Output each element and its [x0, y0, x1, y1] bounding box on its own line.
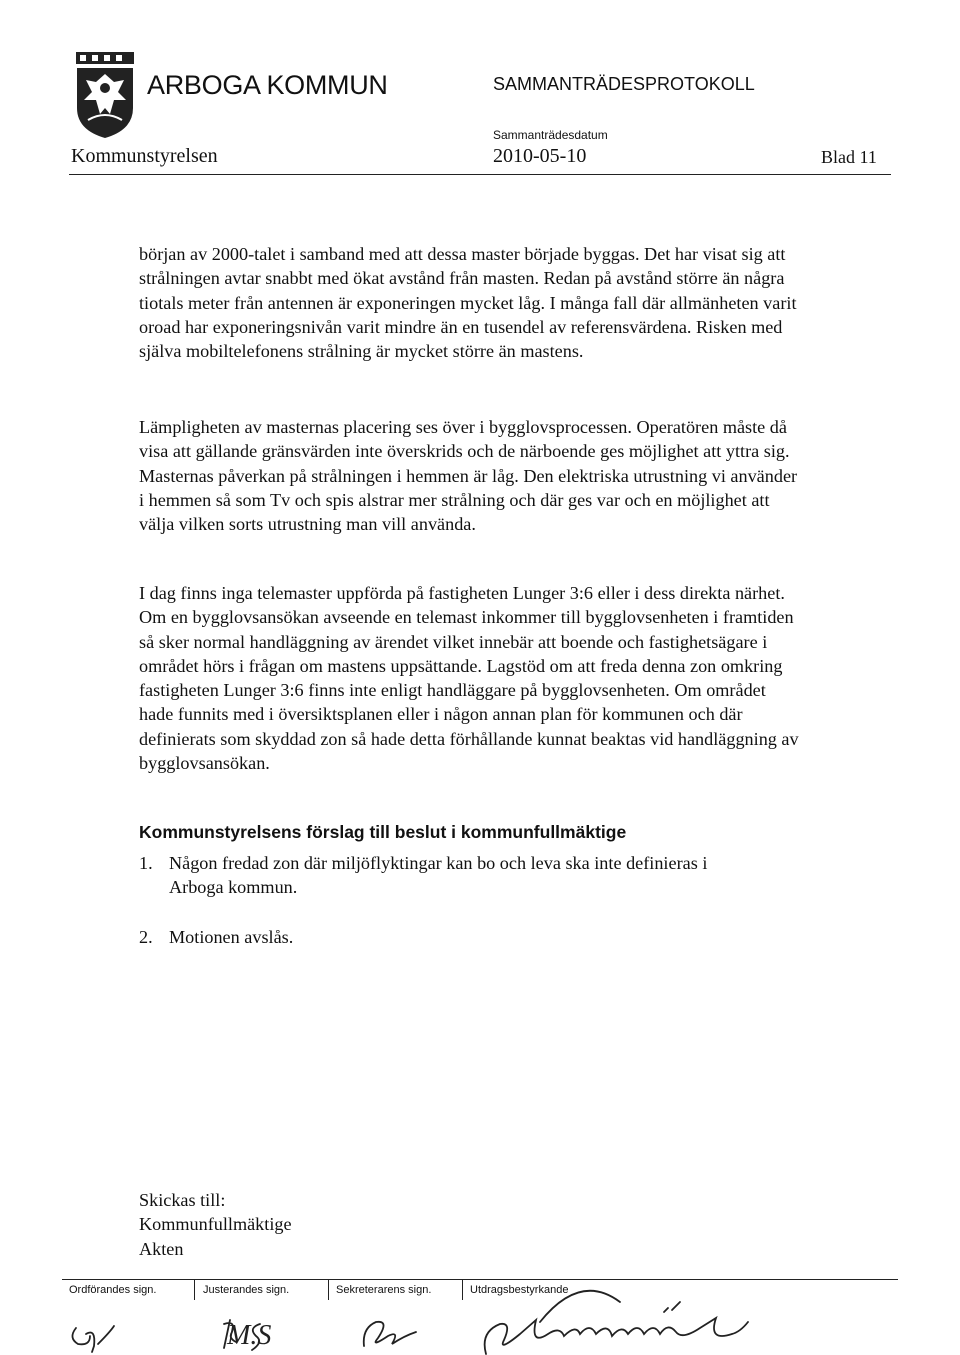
decision-text: Någon fredad zon där miljöflyktingar kan bo och leva ska inte definieras i Arboga kommun. [169, 853, 708, 898]
decision-number: 1. [139, 853, 153, 873]
paragraph-radiation: början av 2000-talet i samband med att dessa master började byggas. Det har visat sig att strålningen avtar snabbt med ökat avstånd från masten. Redan på avstånd större än några tiotals meter från antennen är exponeringen mycket låg. I många fall där allmänheten varit oroad har exponeringsnivån varit mindre än en tusendel av referensvärdena. Risken med själva mobiltelefonens strålning är mycket större än mastens. [139, 244, 797, 362]
coat-of-arms-logo [74, 50, 136, 140]
decision-item [139, 925, 739, 949]
page-number: Blad 11 [821, 147, 877, 167]
decision-number: 2. [139, 927, 153, 947]
handwritten-signatures [60, 1262, 900, 1355]
document-type: SAMMANTRÄDESPROTOKOLL [493, 74, 755, 94]
board-name: Kommunstyrelsen [71, 145, 218, 167]
adjuster-signature: M.S [227, 1320, 272, 1351]
meeting-date-label: Sammanträdesdatum [493, 128, 608, 142]
adjuster-signature-label: Justerandes sign. [203, 1284, 290, 1296]
decision-item [139, 851, 739, 900]
decision-heading: Kommunstyrelsens förslag till beslut i kommunfullmäktige [139, 822, 627, 842]
recipient: Akten [139, 1238, 184, 1259]
decision-text: Motionen avslås. [169, 927, 294, 947]
distribution-label: Skickas till: [139, 1190, 226, 1210]
distribution-list [139, 1188, 292, 1261]
municipality-name: ARBOGA KOMMUN [147, 70, 388, 100]
secretary-signature-label: Sekreterarens sign. [336, 1284, 432, 1296]
paragraph-property: I dag finns inga telemaster uppförda på fastigheten Lunger 3:6 eller i dess direkta närhet. Om en bygglovsansökan avseende en telemast inkommer till bygglovsenheten i framtiden så sker normal handläggning av ärendet vilket innebär att boende och fastighetsägare i området hörs i frågan om mastens uppsättande. Lagstöd om att freda denna zon omkring fastigheten Lunger 3:6 finns inte enligt handläggare på bygglovsenheten. Om området hade funnits med i översiktsplanen eller i någon annan plan för kommunen och där definierats som skyddad zon så hade detta förhållande kunnat beaktas vid handläggning av bygglovsansökan. [139, 583, 799, 774]
header-divider [69, 174, 891, 175]
meeting-date: 2010-05-10 [493, 145, 587, 167]
chair-signature-label: Ordförandes sign. [69, 1284, 157, 1296]
extract-signature-label: Utdragsbestyrkande [470, 1284, 569, 1296]
paragraph-placement: Lämpligheten av masternas placering ses över i bygglovsprocessen. Operatören måste då visa att gällande gränsvärden inte överskrids och de närboende ges möjlighet att yttra sig. Masternas påverkan på strålningen i hemmen är låg. Den elektriska utrustning vi använder i hemmen så som Tv och spis alstrar mer strålning och där ges var och en möjlighet att välja vilken sorts utrustning man vill använda. [139, 417, 798, 535]
recipient: Kommunfullmäktige [139, 1214, 292, 1235]
